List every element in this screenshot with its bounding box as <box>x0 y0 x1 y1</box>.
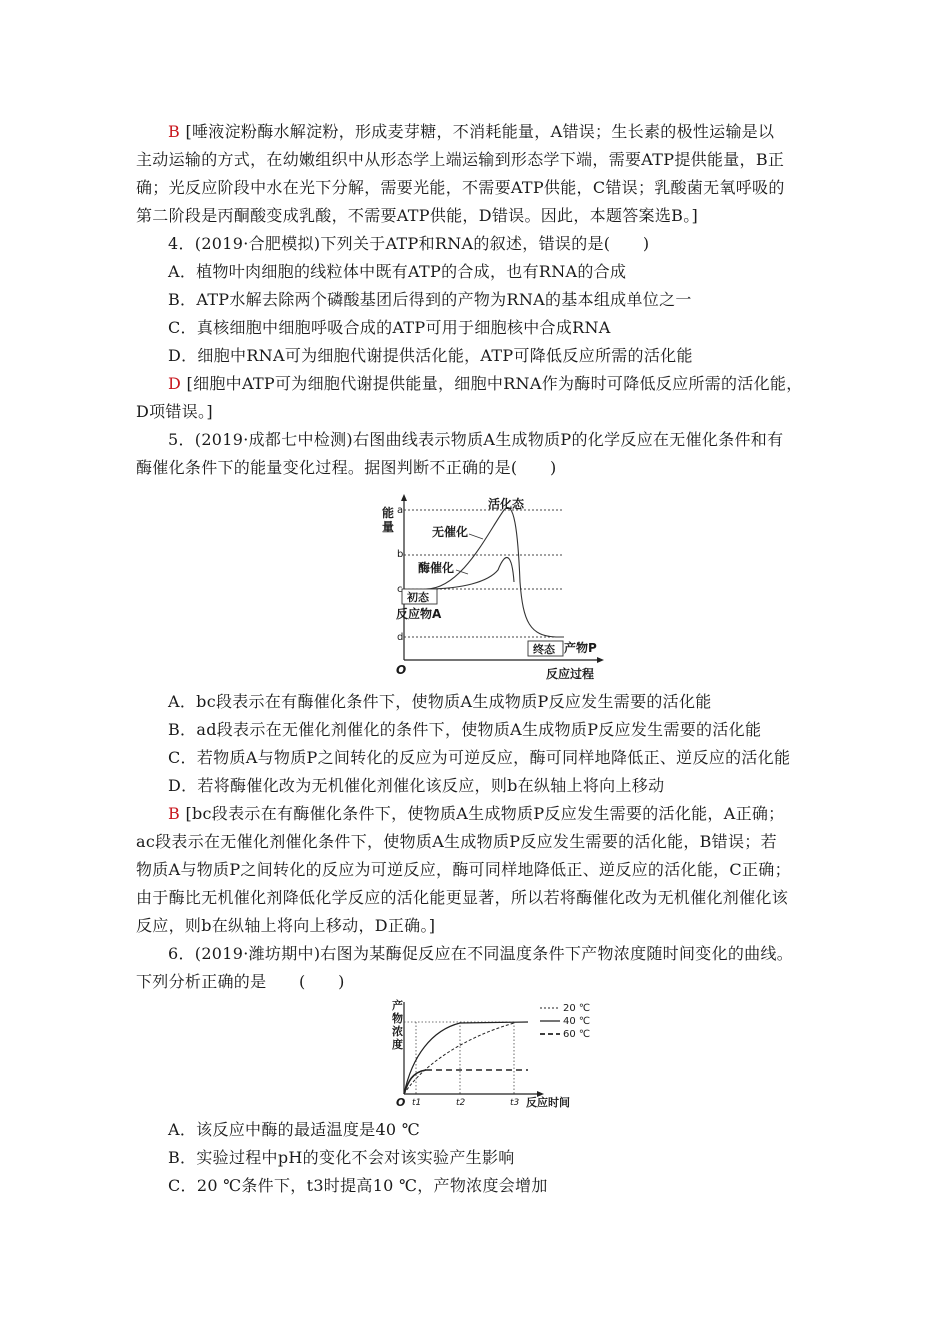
q4-stem: 4．(2019·合肥模拟)下列关于ATP和RNA的叙述，错误的是( ) <box>168 234 650 253</box>
label-reactant: 反应物A <box>396 607 442 621</box>
q5-answer-line-3: 物质A与物质P之间转化的反应为可逆反应，酶可同样地降低正、逆反应的活化能，C正确； <box>136 860 791 879</box>
q5-stem-line-2: 酶催化条件下的能量变化过程。据图判断不正确的是( ) <box>136 458 557 477</box>
answer-letter: B <box>168 122 181 141</box>
tick-d: d <box>397 632 404 643</box>
q4-option-d: D．细胞中RNA可为细胞代谢提供活化能，ATP可降低反应所需的活化能 <box>168 346 693 365</box>
label-activated: 活化态 <box>488 497 525 511</box>
label-uncatalyzed: 无催化 <box>432 525 469 539</box>
q5-option-b: B．ad段表示在无催化剂催化的条件下，使物质A生成物质P反应发生需要的活化能 <box>168 720 762 739</box>
tick-t1: t1 <box>412 1098 422 1108</box>
y-axis-label-1: 能 <box>382 506 395 520</box>
q6-option-a: A．该反应中酶的最适温度是40 ℃ <box>168 1120 420 1139</box>
x-axis-label: 反应过程 <box>546 667 595 681</box>
q5-answer-line-5: 反应，则b在纵轴上将向上移动，D正确。] <box>136 916 436 935</box>
tick-c: c <box>397 584 403 595</box>
q4-option-c: C．真核细胞中细胞呼吸合成的ATP可用于细胞核中合成RNA <box>168 318 611 337</box>
leader-uncatalyzed <box>469 534 483 539</box>
q3-answer-line-3: 确；光反应阶段中水在光下分解，需要光能，不需要ATP供能，C错误；乳酸菌无氧呼吸的 <box>136 178 785 197</box>
q6-stem-line-2: 下列分析正确的是 ( ) <box>136 972 345 991</box>
tick-b: b <box>397 549 404 560</box>
tick-t2: t2 <box>456 1098 466 1108</box>
curve-20c <box>404 1023 514 1094</box>
q3-answer-line-1 <box>168 122 853 142</box>
answer-letter: D <box>168 374 182 393</box>
x-axis-arrow-icon <box>597 657 604 663</box>
q5-answer-line-4: 由于酶比无机催化剂降低化学反应的活化能更显著，所以若将酶催化改为无机催化剂催化该 <box>136 888 789 907</box>
y-label-char-3: 浓 <box>392 1025 403 1038</box>
answer-text: [细胞中ATP可为细胞代谢提供能量，细胞中RNA作为酶时可降低反应所需的活化能， <box>186 374 803 393</box>
x-axis-label: 反应时间 <box>526 1096 570 1109</box>
answer-text: [唾液淀粉酶水解淀粉，形成麦芽糖，不消耗能量，A错误；生长素的极性运输是以 <box>185 122 775 141</box>
legend-60c: 60 ℃ <box>563 1029 591 1040</box>
label-initial: 初态 <box>407 591 429 604</box>
legend-20c: 20 ℃ <box>563 1003 591 1014</box>
tick-a: a <box>397 505 404 516</box>
q6-option-c: C．20 ℃条件下，t3时提高10 ℃，产物浓度会增加 <box>168 1176 548 1195</box>
y-axis-arrow-icon <box>401 494 407 501</box>
q3-answer-line-4: 第二阶段是丙酮酸变成乳酸，不需要ATP供能，D错误。因此，本题答案选B。] <box>136 206 699 225</box>
q4-option-a: A．植物叶肉细胞的线粒体中既有ATP的合成，也有RNA的合成 <box>168 262 627 281</box>
label-product: 产物P <box>564 641 597 655</box>
q5-option-a: A．bc段表示在有酶催化条件下，使物质A生成物质P反应发生需要的活化能 <box>168 692 712 711</box>
curve-40c <box>404 1022 528 1094</box>
energy-diagram <box>370 492 610 684</box>
label-final: 终态 <box>533 643 555 656</box>
q5-stem-line-1: 5．(2019·成都七中检测)右图曲线表示物质A生成物质P的化学反应在无催化条件和有 <box>168 430 784 449</box>
y-axis-label-2: 量 <box>382 520 395 534</box>
label-enzyme: 酶催化 <box>418 561 455 575</box>
q5-answer-line-1 <box>168 804 853 824</box>
product-concentration-chart <box>382 996 608 1114</box>
tick-t3: t3 <box>510 1098 520 1108</box>
q5-answer-line-2: ac段表示在无催化剂催化条件下，使物质A生成物质P反应发生需要的活化能，B错误；若 <box>136 832 777 851</box>
q5-option-d: D．若将酶催化改为无机催化剂催化该反应，则b在纵轴上将向上移动 <box>168 776 665 795</box>
q6-option-b: B．实验过程中pH的变化不会对该实验产生影响 <box>168 1148 515 1167</box>
legend-40c: 40 ℃ <box>563 1016 591 1027</box>
q6-stem-line-1: 6．(2019·潍坊期中)右图为某酶促反应在不同温度条件下产物浓度随时间变化的曲线。 <box>168 944 794 963</box>
q5-option-c: C．若物质A与物质P之间转化的反应为可逆反应，酶可同样地降低正、逆反应的活化能 <box>168 748 791 767</box>
q4-answer-line-2: D项错误。] <box>136 402 213 421</box>
y-label-char-4: 度 <box>392 1038 403 1051</box>
q4-answer-line-1 <box>168 374 853 394</box>
origin-label: O <box>396 663 407 677</box>
y-label-char-2: 物 <box>392 1012 403 1025</box>
y-label-char-1: 产 <box>392 999 403 1012</box>
q4-option-b: B．ATP水解去除两个磷酸基团后得到的产物为RNA的基本组成单位之一 <box>168 290 692 309</box>
q3-answer-line-2: 主动运输的方式，在幼嫩组织中从形态学上端运输到形态学下端，需要ATP提供能量，B正 <box>136 150 785 169</box>
answer-letter: B <box>168 804 181 823</box>
answer-text: [bc段表示在有酶催化条件下，使物质A生成物质P反应发生需要的活化能，A正确； <box>185 804 785 823</box>
origin-label: O <box>396 1096 406 1109</box>
